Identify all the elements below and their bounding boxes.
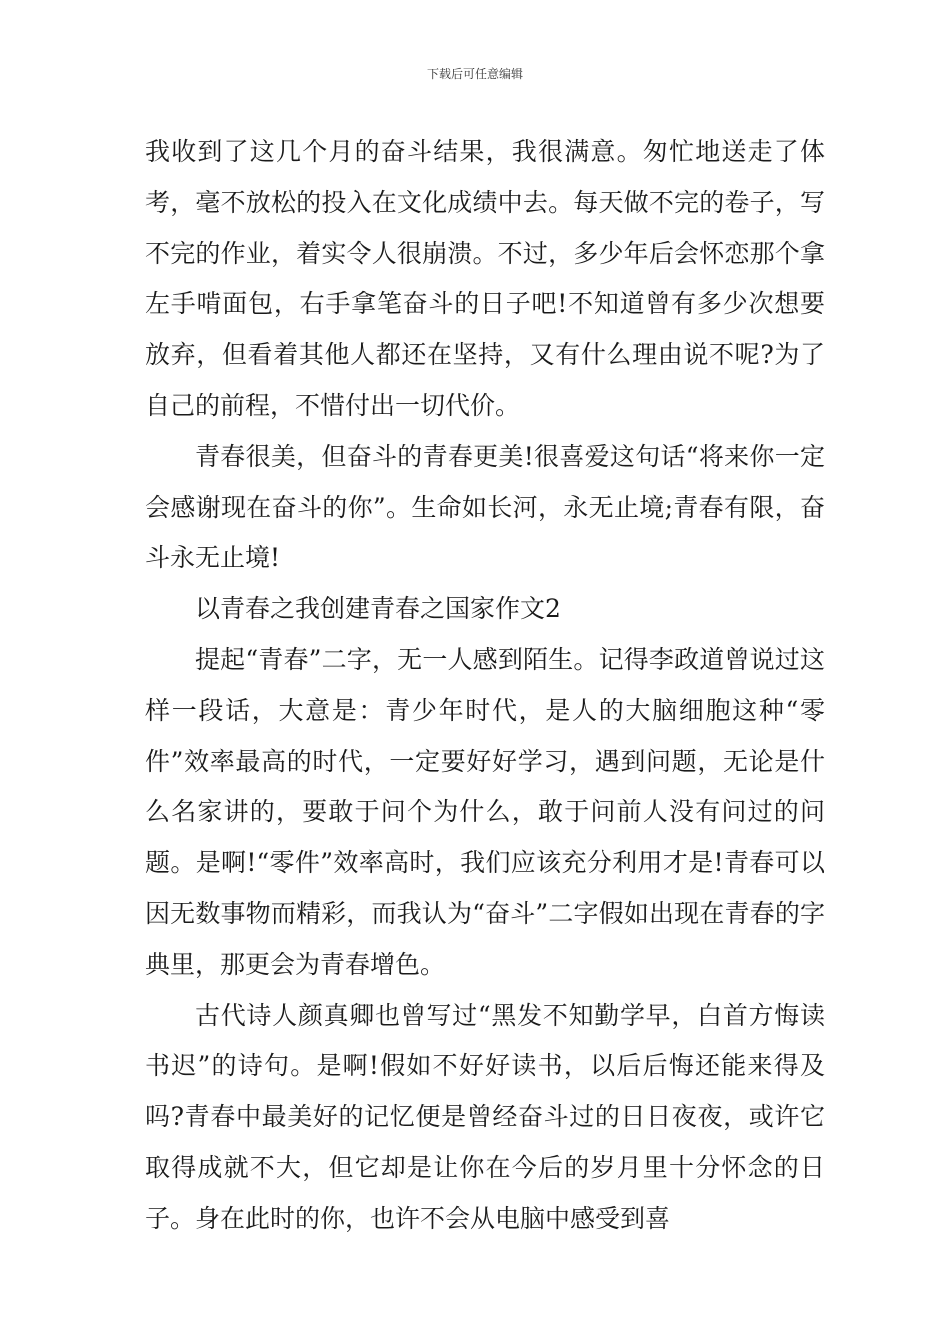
paragraph: 提起“青春”二字，无一人感到陌生。记得李政道曾说过这样一段话，大意是：青少年时代，是人的大脑细胞这种“零件”效率最高的时代，一定要好好学习，遇到问题，无论是什么名家讲的，要敢于问个为什么，敢于问前人没有问过的问题。是啊!“零件”效率高时，我们应该充分利用才是!青春可以因无数事物而精彩，而我认为“奋斗”二字假如出现在青春的字典里，那更会为青春增色。 (145, 644, 825, 979)
section-heading: 以青春之我创建青春之国家作文2 (195, 594, 561, 624)
paragraph: 青春很美，但奋斗的青春更美!很喜爱这句话“将来你一定会感谢现在奋斗的你”。生命如长河，永无止境;青春有限，奋斗永无止境! (145, 441, 825, 573)
paragraph-continued: 我收到了这几个月的奋斗结果，我很满意。匆忙地送走了体考，毫不放松的投入在文化成绩中去。每天做不完的卷子，写不完的作业，着实令人很崩溃。不过，多少年后会怀恋那个拿左手啃面包，右手拿笔奋斗的日子吧!不知道曾有多少次想要放弃，但看着其他人都还在坚持，又有什么理由说不呢?为了自己的前程，不惜付出一切代价。 (145, 137, 825, 420)
paragraph: 古代诗人颜真卿也曾写过“黑发不知勤学早，白首方悔读书迟”的诗句。是啊!假如不好好读书，以后后悔还能来得及吗?青春中最美好的记忆便是曾经奋斗过的日日夜夜，或许它取得成就不大，但它却是让你在今后的岁月里十分怀念的日子。身在此时的你，也许不会从电脑中感受到喜 (145, 1000, 825, 1233)
page-header: 下载后可任意编辑 (426, 67, 523, 81)
document-body (145, 127, 825, 1245)
